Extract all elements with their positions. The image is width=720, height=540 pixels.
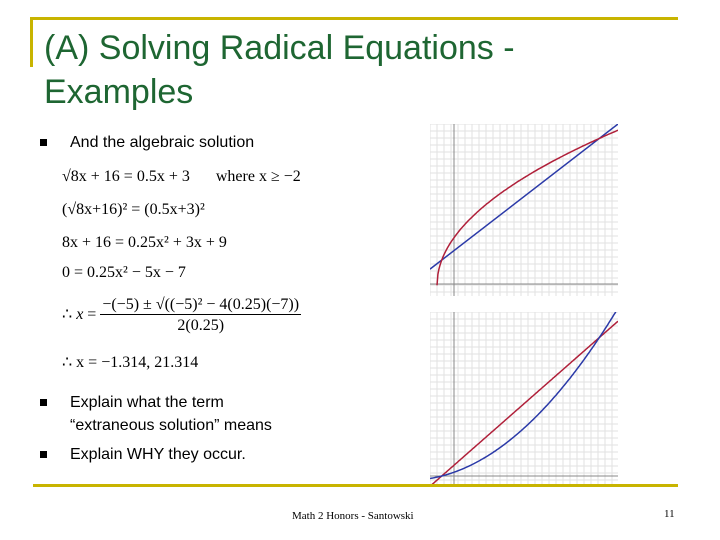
math-line-2: (√8x+16)² = (0.5x+3)² xyxy=(62,201,205,218)
math-line-3: 8x + 16 = 0.25x² + 3x + 9 xyxy=(62,234,227,251)
graph-top xyxy=(430,124,618,296)
bullet-square-icon xyxy=(40,451,47,458)
math-line-5: ∴ x = $\frac{\text{−(−5) ± √((−5)² − 4(0.25)(−7))}}{2(0.25)}$ xyxy=(62,296,300,334)
footer-text: Math 2 Honors - Santowski xyxy=(292,510,414,522)
bullet-square-icon xyxy=(40,139,47,146)
math-line-4: 0 = 0.25x² − 5x − 7 xyxy=(62,264,186,281)
math-equation-original: √8x + 16 = 0.5x + 3 xyxy=(62,168,190,185)
math-line-6: ∴ x = −1.314, 21.314 xyxy=(62,354,199,371)
math-line-1 xyxy=(62,168,301,186)
bullet-text-line2: “extraneous solution” means xyxy=(70,417,272,434)
frame-bottom-line xyxy=(33,484,678,487)
bullet-text-line1: Explain what the term xyxy=(70,394,224,411)
graph-bottom xyxy=(430,312,618,484)
graph-bottom-grid xyxy=(430,312,618,484)
bullet-square-icon xyxy=(40,399,47,406)
frame-left-line xyxy=(30,17,33,67)
math-domain-condition: where x ≥ −2 xyxy=(215,168,301,185)
frame-top-line xyxy=(30,17,678,20)
slide-title: (A) Solving Radical Equations - Examples xyxy=(44,29,515,111)
bullet-text: Explain WHY they occur. xyxy=(70,446,246,463)
page-number: 11 xyxy=(664,508,675,520)
fraction-denominator: 2(0.25) xyxy=(177,317,225,334)
quadratic-formula-fraction xyxy=(100,296,301,335)
fraction-numerator: −(−5) ± √((−5)² − 4(0.25)(−7)) xyxy=(102,296,300,313)
bullet-text: And the algebraic solution xyxy=(70,134,255,151)
graph-top-grid xyxy=(430,124,618,296)
